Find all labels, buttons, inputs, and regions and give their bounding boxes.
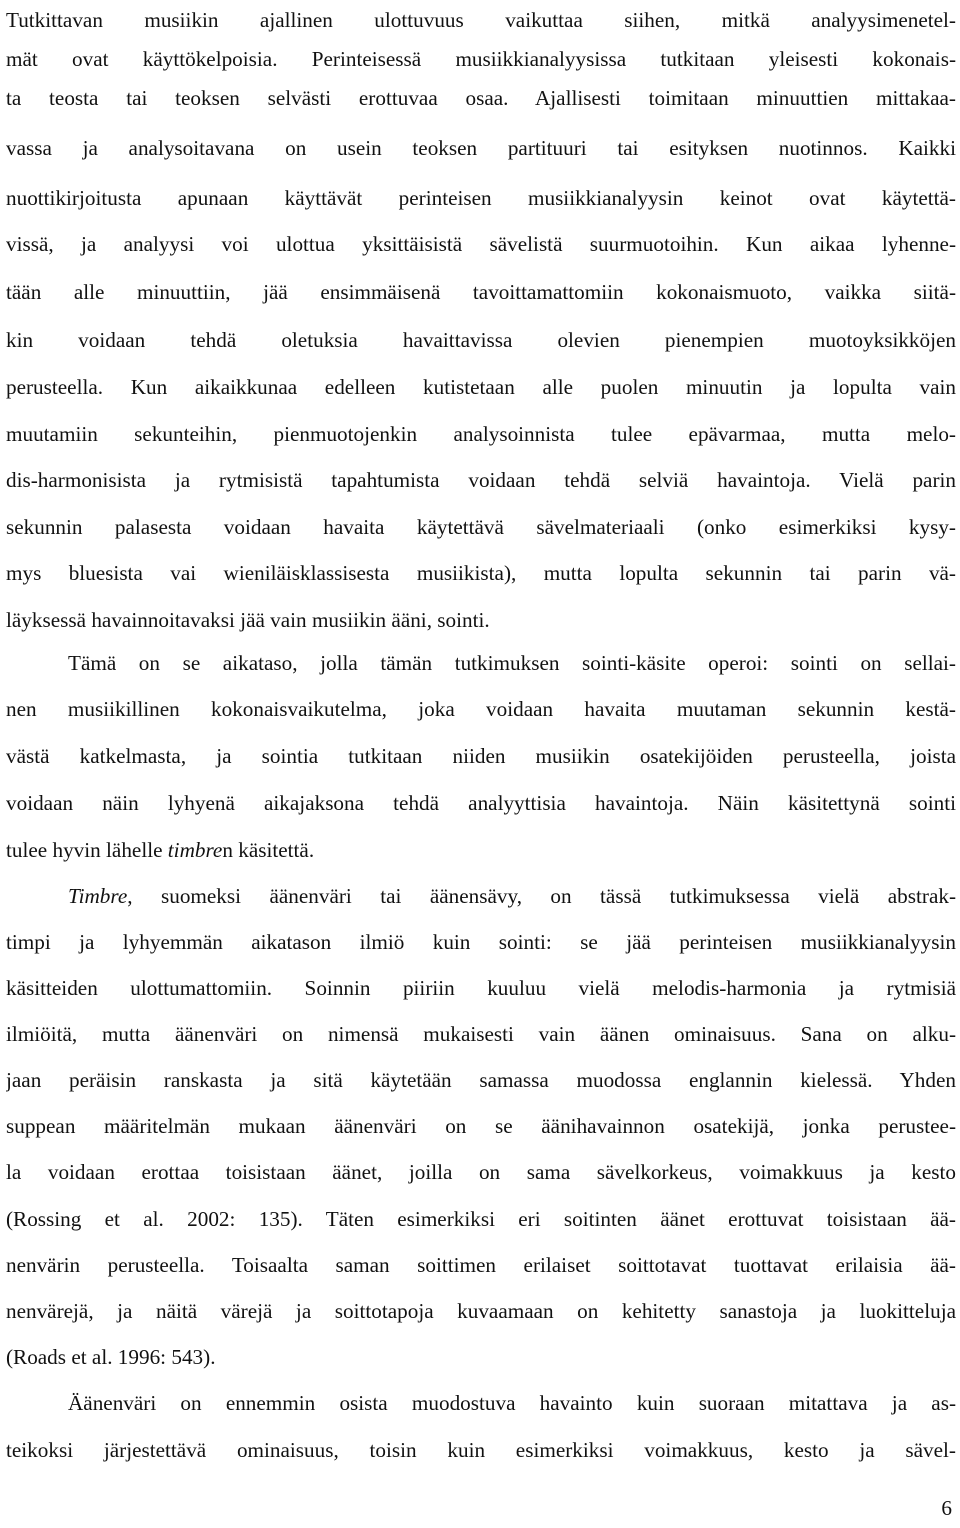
text-line: (Roads et al. 1996: 543). [6, 1345, 216, 1369]
text-line [68, 876, 956, 916]
text-line: nuottikirjoitusta apunaan käyttävät perinteisen musiikkianalyysin keinot ovat käytettä- [6, 186, 956, 210]
text-run: n käsitettä. [222, 838, 315, 862]
text-line: mys bluesista vai wieniläisklassisesta musiikista), mutta lopulta sekunnin tai parin vä- [6, 561, 956, 585]
text-line: voidaan näin lyhyenä aikajaksona tehdä analyyttisia havaintoja. Näin käsitettynä sointi [6, 791, 956, 815]
text-run: tulee hyvin lähelle [6, 838, 168, 862]
text-line: västä katkelmasta, ja sointia tutkitaan niiden musiikin osatekijöiden perusteella, joista [6, 744, 956, 768]
text-line: ta teosta tai teoksen selvästi erottuvaa osaa. Ajallisesti toimitaan minuuttien mittakaa- [6, 86, 956, 110]
text-line: nenvärejä, ja näitä värejä ja soittotapoja kuvaamaan on kehitetty sanastoja ja luokitteluja [6, 1299, 956, 1323]
text-line: mät ovat käyttökelpoisia. Perinteisessä musiikkianalyysissa tutkitaan yleisesti kokonais- [6, 47, 956, 71]
text-line: Tutkittavan musiikin ajallinen ulottuvuus vaikuttaa siihen, mitkä analyysimenetel- [6, 8, 956, 32]
text-run: , suomeksi äänenväri tai äänensävy, on tässä tutkimuksessa vielä abstrak- [127, 884, 956, 908]
text-line: käsitteiden ulottumattomiin. Soinnin piiriin kuuluu vielä melodis-harmonia ja rytmisiä [6, 976, 956, 1000]
text-line: ilmiöitä, mutta äänenväri on nimensä mukaisesti vain äänen ominaisuus. Sana on alku- [6, 1022, 956, 1046]
text-line [6, 830, 956, 870]
text-line: muutamiin sekunteihin, pienmuotojenkin analysoinnista tulee epävarmaa, mutta melo- [6, 422, 956, 446]
text-line: sekunnin palasesta voidaan havaita käytettävä sävelmateriaali (onko esimerkiksi kysy- [6, 515, 956, 539]
text-line: Äänenväri on ennemmin osista muodostuva havainto kuin suoraan mitattava ja as- [68, 1391, 956, 1415]
italic-term: Timbre [68, 884, 128, 908]
text-line: nenvärin perusteella. Toisaalta saman soittimen erilaiset soittotavat tuottavat erilaisia ää- [6, 1253, 956, 1277]
text-line: vassa ja analysoitavana on usein teoksen partituuri tai esityksen nuotinnos. Kaikki [6, 136, 956, 160]
text-line: kin voidaan tehdä oletuksia havaittavissa olevien pienempien muotoyksikköjen [6, 328, 956, 352]
text-line: timpi ja lyhyemmän aikatason ilmiö kuin sointi: se jää perinteisen musiikkianalyysin [6, 930, 956, 954]
text-line: teikoksi järjestettävä ominaisuus, toisin kuin esimerkiksi voimakkuus, kesto ja sävel- [6, 1438, 956, 1462]
text-line: läyksessä havainnoitavaksi jää vain musiikin ääni, sointi. [6, 608, 490, 632]
text-line: nen musiikillinen kokonaisvaikutelma, joka voidaan havaita muutaman sekunnin kestä- [6, 697, 956, 721]
text-line: (Rossing et al. 2002: 135). Täten esimerkiksi eri soitinten äänet erottuvat toisistaan ää- [6, 1207, 956, 1231]
text-line: perusteella. Kun aikaikkunaa edelleen kutistetaan alle puolen minuutin ja lopulta vain [6, 375, 956, 399]
text-line: suppean määritelmän mukaan äänenväri on se äänihavainnon osatekijä, jonka perustee- [6, 1114, 956, 1138]
text-line: Tämä on se aikataso, jolla tämän tutkimuksen sointi-käsite operoi: sointi on sellai- [68, 651, 956, 675]
text-line: la voidaan erottaa toisistaan äänet, joilla on sama sävelkorkeus, voimakkuus ja kesto [6, 1160, 956, 1184]
page-number: 6 [941, 1496, 952, 1520]
text-line: jaan peräisin ranskasta ja sitä käytetään samassa muodossa englannin kielessä. Yhden [6, 1068, 956, 1092]
text-line: tään alle minuuttiin, jää ensimmäisenä tavoittamattomiin kokonaismuoto, vaikka siitä- [6, 280, 956, 304]
text-line: vissä, ja analyysi voi ulottua yksittäisistä sävelistä suurmuotoihin. Kun aikaa lyhenne- [6, 232, 956, 256]
text-line: dis-harmonisista ja rytmisistä tapahtumista voidaan tehdä selviä havaintoja. Vielä parin [6, 468, 956, 492]
italic-term: timbre [167, 838, 223, 862]
